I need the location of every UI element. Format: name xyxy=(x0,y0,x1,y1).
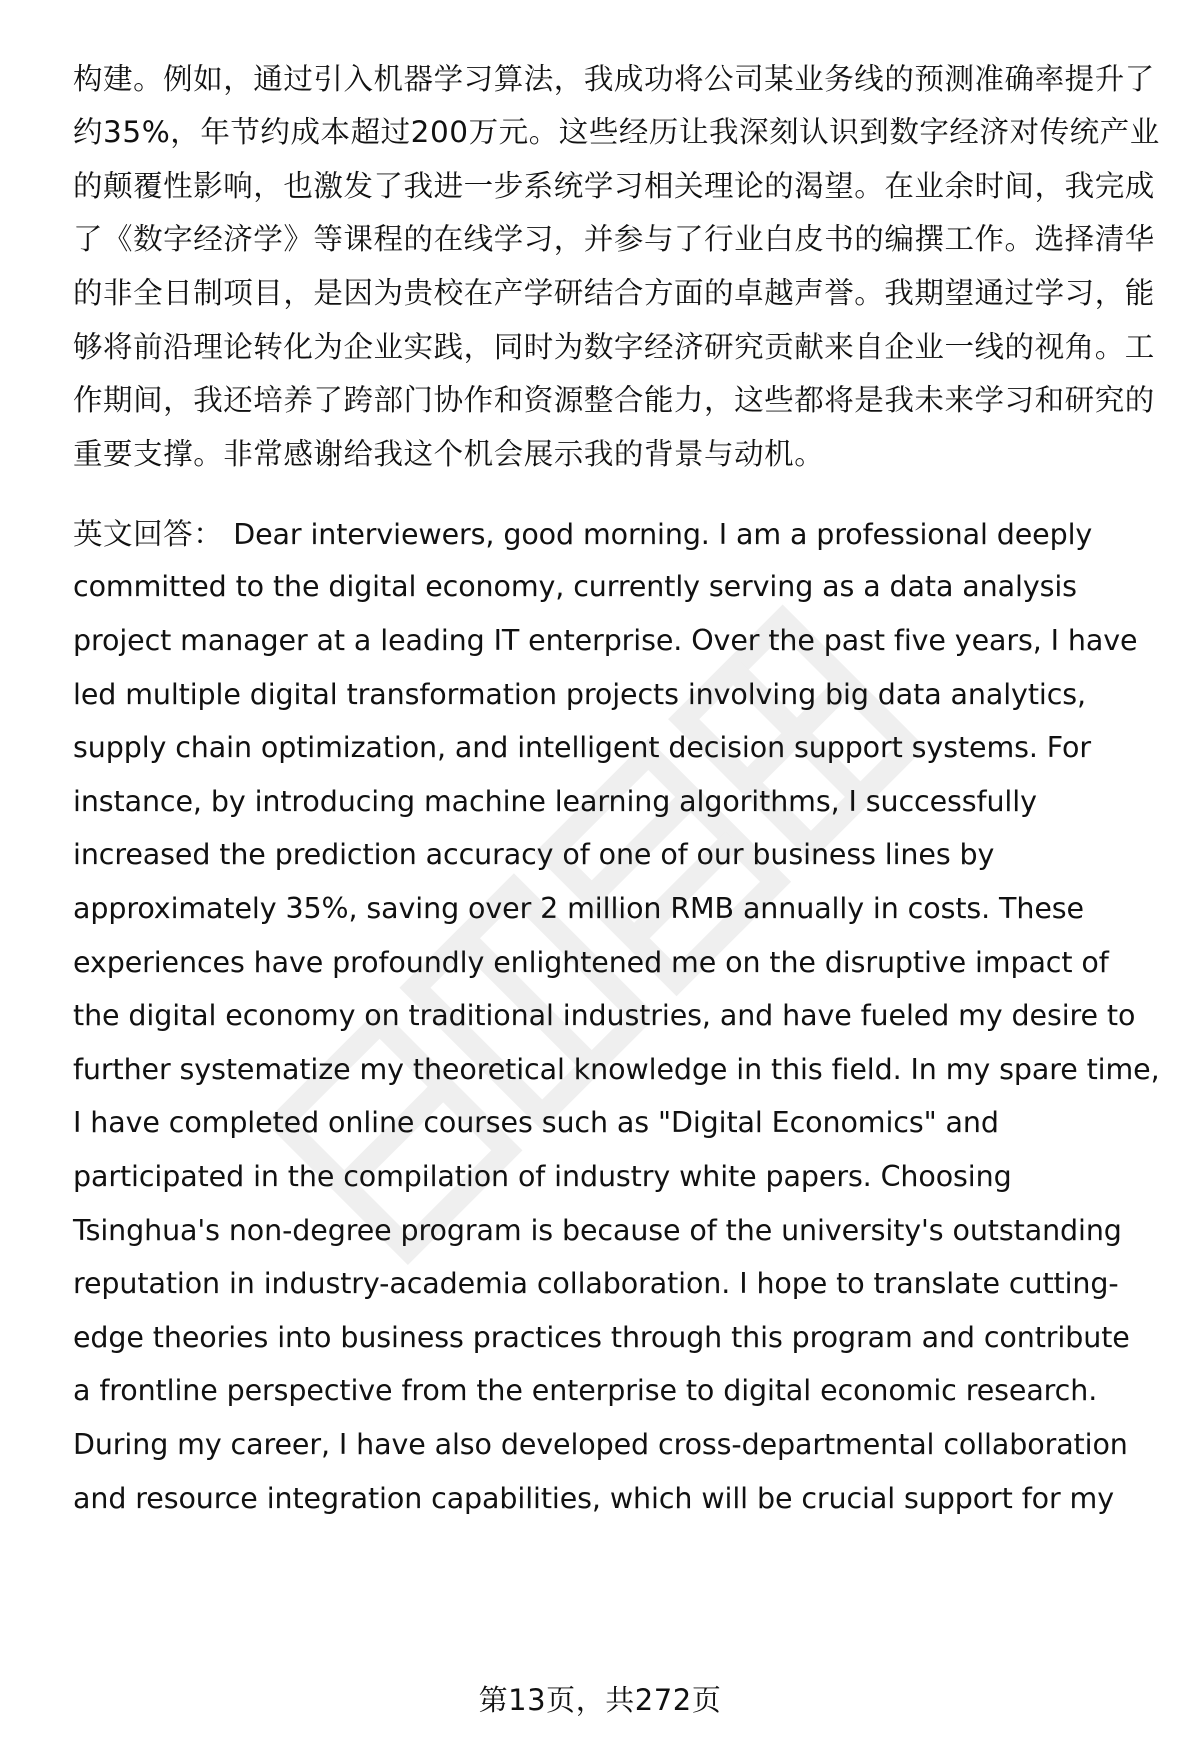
english-text-line: edge theories into business practices through this program and contribute xyxy=(73,1321,1130,1354)
english-text-line: increased the prediction accuracy of one of our business lines by xyxy=(73,838,995,871)
english-text-line: the digital economy on traditional industries, and have fueled my desire to xyxy=(73,999,1136,1032)
english-text-line: Tsinghua's non-degree program is because of the university's outstanding xyxy=(73,1214,1122,1247)
english-text-line: project manager at a leading IT enterprise. Over the past five years, I have xyxy=(73,624,1138,657)
english-text-line: Dear interviewers, good morning. I am a professional deeply xyxy=(233,518,1093,551)
english-text-line: During my career, I have also developed cross-departmental collaboration xyxy=(73,1428,1128,1461)
english-text-line: committed to the digital economy, currently serving as a data analysis xyxy=(73,570,1077,603)
chinese-text-line: 重要支撑。非常感谢给我这个机会展示我的背景与动机。 xyxy=(73,437,825,471)
chinese-text-line: 的非全日制项目，是因为贵校在产学研结合方面的卓越声誉。我期望通过学习，能 xyxy=(73,276,1155,310)
chinese-text-line: 构建。例如，通过引入机器学习算法，我成功将公司某业务线的预测准确率提升了 xyxy=(73,62,1155,96)
english-text-line: reputation in industry-academia collaboration. I hope to translate cutting- xyxy=(73,1267,1119,1300)
english-answer-label: 英文回答： xyxy=(73,517,224,551)
english-text-line: and resource integration capabilities, which will be crucial support for my xyxy=(73,1482,1114,1515)
english-text-line: approximately 35%, saving over 2 million RMB annually in costs. These xyxy=(73,892,1084,925)
chinese-text-line: 了《数字经济学》等课程的在线学习，并参与了行业白皮书的编撰工作。选择清华 xyxy=(73,222,1155,256)
chinese-text-line: 够将前沿理论转化为企业实践，同时为数字经济研究贡献来自企业一线的视角。工 xyxy=(73,330,1155,364)
chinese-text-line: 的颠覆性影响，也激发了我进一步系统学习相关理论的渴望。在业余时间，我完成 xyxy=(73,169,1155,203)
chinese-text-line: 作期间，我还培养了跨部门协作和资源整合能力，这些都将是我未来学习和研究的 xyxy=(73,383,1155,417)
english-text-line: I have completed online courses such as "Digital Economics" and xyxy=(73,1106,999,1139)
english-text-line: led multiple digital transformation projects involving big data analytics, xyxy=(73,678,1086,711)
english-answer-first-line xyxy=(73,514,1092,555)
english-text-line: instance, by introducing machine learning algorithms, I successfully xyxy=(73,785,1037,818)
english-text-line: participated in the compilation of industry white papers. Choosing xyxy=(73,1160,1012,1193)
page-number-footer: 第13页，共272页 xyxy=(478,1683,722,1717)
english-text-line: further systematize my theoretical knowledge in this field. In my spare time, xyxy=(73,1053,1160,1086)
english-text-line: supply chain optimization, and intelligent decision support systems. For xyxy=(73,731,1092,764)
chinese-text-line: 约35%，年节约成本超过200万元。这些经历让我深刻认识到数字经济对传统产业 xyxy=(73,115,1160,149)
english-text-line: a frontline perspective from the enterprise to digital economic research. xyxy=(73,1374,1098,1407)
english-text-line: experiences have profoundly enlightened me on the disruptive impact of xyxy=(73,946,1109,979)
